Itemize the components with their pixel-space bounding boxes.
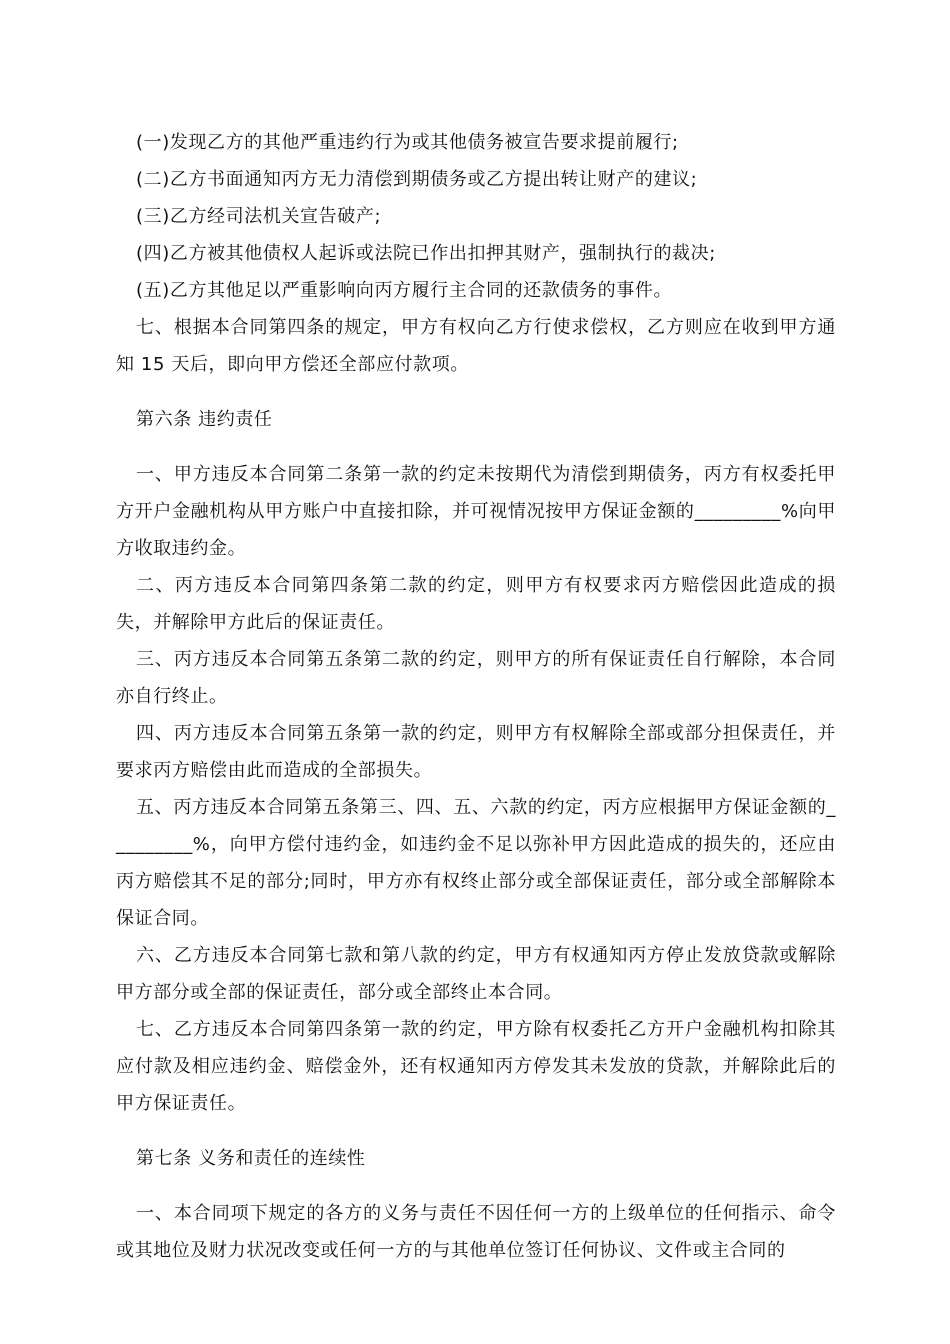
clause-item-2: (二)乙方书面通知丙方无力清偿到期债务或乙方提出转让财产的建议; [136, 169, 698, 190]
breach-clause-4: 四、丙方违反本合同第五条第一款的约定，则甲方有权解除全部或部分担保责任，并要求丙方赔偿由此而造成的全部损失。 [116, 723, 836, 781]
section-heading-6: 第六条 违约责任 [136, 409, 273, 430]
clause-item-5: (五)乙方其他足以严重影响向丙方履行主合同的还款债务的事件。 [136, 280, 673, 301]
breach-clause-2: 二、丙方违反本合同第四条第二款的约定，则甲方有权要求丙方赔偿因此造成的损失，并解除甲方此后的保证责任。 [116, 575, 836, 633]
continuity-clause-1: 一、本合同项下规定的各方的义务与责任不因任何一方的上级单位的任何指示、命令或其地位及财力状况改变或任何一方的与其他单位签订任何协议、文件或主合同的 [116, 1203, 836, 1261]
breach-clause-5: 五、丙方违反本合同第五条第三、四、五、六款的约定，丙方应根据甲方保证金额的_________%，向甲方偿付违约金，如违约金不足以弥补甲方因此造成的损失的，还应由丙方赔偿其不足的部分;同时，甲方亦有权终止部分或全部保证责任，部分或全部解除本保证合同。 [116, 797, 836, 929]
breach-clause-7: 七、乙方违反本合同第四条第一款的约定，甲方除有权委托乙方开户金融机构扣除其应付款及相应违约金、赔偿金外，还有权通知丙方停发其未发放的贷款，并解除此后的甲方保证责任。 [116, 1019, 836, 1114]
breach-clause-1: 一、甲方违反本合同第二条第一款的约定未按期代为清偿到期债务，丙方有权委托甲方开户金融机构从甲方账户中直接扣除，并可视情况按甲方保证金额的_________%向甲方收取违约金。 [116, 464, 836, 559]
clause-seven: 七、根据本合同第四条的规定，甲方有权向乙方行使求偿权，乙方则应在收到甲方通知 15 天后，即向甲方偿还全部应付款项。 [116, 317, 836, 375]
breach-clause-3: 三、丙方违反本合同第五条第二款的约定，则甲方的所有保证责任自行解除，本合同亦自行终止。 [116, 649, 836, 707]
document-body [116, 124, 836, 1269]
clause-item-4: (四)乙方被其他债权人起诉或法院已作出扣押其财产，强制执行的裁决; [136, 243, 716, 264]
clause-item-3: (三)乙方经司法机关宣告破产; [136, 206, 382, 227]
section-heading-7: 第七条 义务和责任的连续性 [136, 1148, 366, 1169]
breach-clause-6: 六、乙方违反本合同第七款和第八款的约定，甲方有权通知丙方停止发放贷款或解除甲方部分或全部的保证责任，部分或全部终止本合同。 [116, 945, 836, 1003]
clause-item-1: (一)发现乙方的其他严重违约行为或其他债务被宣告要求提前履行; [136, 132, 679, 153]
